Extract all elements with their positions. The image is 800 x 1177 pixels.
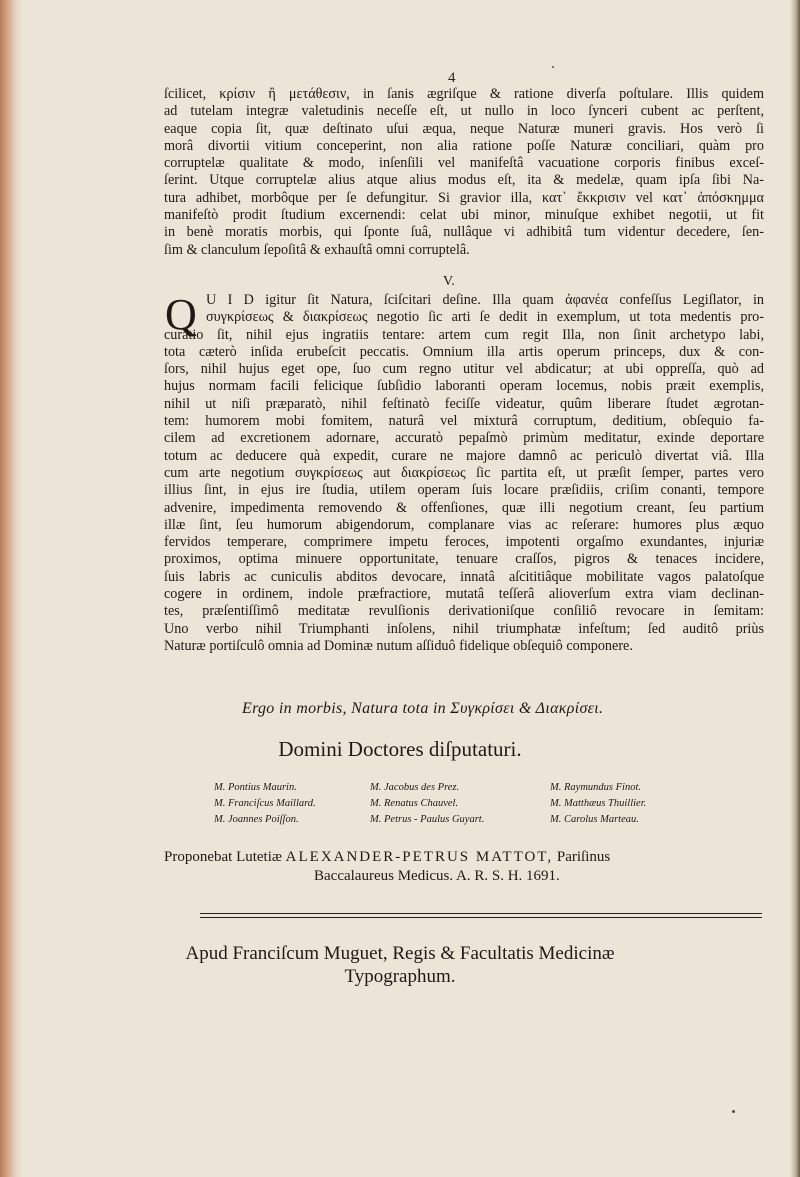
paragraph-section-v — [164, 292, 764, 655]
text-line: tota cæterò inſida erubeſcit peccatis. Omnium illa artis operum princeps, dux & con- — [164, 343, 764, 360]
paper-speck — [552, 66, 554, 68]
text-line: hujus normam facili felicique ſubſidio laboranti operam locemus, nobis præit exemplis, — [164, 378, 764, 395]
disputant-name: M. Renatus Chauvel. — [370, 798, 459, 809]
text-line: cum arte negotium συγκρίσεως aut διακρίσεως ſic partita eſt, ut præſit ſemper, partes vero — [164, 464, 764, 481]
disputant-name: M. Carolus Marteau. — [550, 814, 639, 825]
disputants-column-3 — [550, 780, 646, 828]
disputant-name: M. Petrus - Paulus Guyart. — [370, 814, 485, 825]
proponent-degree: Baccalaureus Medicus. A. R. S. H. 1691. — [314, 868, 560, 884]
proponent-origin: Pariſinus — [556, 849, 611, 865]
disputant-name: M. Pontius Maurin. — [214, 782, 297, 793]
paragraph-continuation — [164, 86, 764, 259]
proponent-name: ALEXANDER-PETRUS MATTOT, — [285, 849, 554, 865]
text-line: proximos, optima minuere opportunitate, tenuare craſſos, pigros & tenaces incidere, — [164, 551, 764, 568]
paper-speck — [732, 1110, 735, 1113]
text-line: morâ divortii vitium conceperint, non alia ratione poſſe Naturæ conciliari, quàm pro — [164, 137, 764, 154]
text-line: corruptelæ qualitate & modo, inſenſili vel manifeſtâ vacuatione corporis finibus exceſ- — [164, 155, 764, 172]
imprint-line: Typographum. — [344, 966, 456, 987]
text-line: illæ ſint, ſeu humorum abigendorum, complanare vias ac reſerare: humores plus æquo — [164, 516, 764, 533]
divider-rule-thin — [200, 917, 762, 918]
proponent-block — [164, 848, 764, 886]
disputant-name: M. Raymundus Finot. — [550, 782, 641, 793]
text-line: nihil ut niſi præparatò, nihil feſtinatò feciſſe videatur, quûm liberare ſtudet ægrotan- — [164, 395, 764, 412]
text-line: ſcilicet, κρίσιν ἢ μετάθεσιν, in ſanis ægriſque & ratione diverſa poſtulare. Illis quidem — [164, 86, 764, 102]
text-line: eaque copia ſit, quæ deſtinato uſui æqua, neque Naturæ muneri gravis. Hos verò ſi — [164, 120, 764, 137]
thesis-conclusion: Ergo in morbis, Natura tota in Συγκρίσει & Διακρίσει. — [242, 700, 604, 717]
text-line: fervidos temperare, comprimere impetu feroces, impotenti orgaſmo exundantes, injuriæ — [164, 534, 764, 551]
page-number: 4 — [448, 70, 456, 86]
section-number: V. — [443, 274, 455, 289]
disputants-column-2 — [370, 780, 484, 828]
page-right-edge — [790, 0, 800, 1177]
proponebat-prefix: Proponebat Lutetiæ — [164, 849, 282, 865]
disputant-name: M. Joannes Poiſſon. — [214, 814, 299, 825]
divider-rule — [200, 913, 762, 914]
disputants-heading: Domini Doctores diſputaturi. — [278, 737, 522, 761]
text-line: ſuis labris ac cuniculis abditos devocare, innatâ aſcititiâque mobilitate vagos palatoſque — [164, 568, 764, 585]
text-line: ſerint. Utque corruptelæ alius atque alius modus eſt, ita & medelæ, quam ipſa ſibi Na- — [164, 172, 764, 189]
disputants-column-1 — [214, 780, 316, 828]
disputant-name: M. Matthæus Thuillier. — [550, 798, 647, 809]
text-line: Uno verbo nihil Triumphanti inſolens, nihil triumphatæ infeſtum; ſed auditô priùs — [164, 620, 764, 637]
text-line: cilem ad excretionem adornare, accuratò pepaſmò primùm meditatur, exinde deportare — [164, 430, 764, 447]
text-line: tes, præſentiſſimô meditatæ revulſionis derivationiſque conſiliô revocare in ſemitam: — [164, 603, 764, 620]
text-line: ad tutelam integræ valetudinis neceſſe eſt, ut nullo in loco ſynceri cubent ac perſtent, — [164, 103, 764, 120]
text-line: tura adhibet, morbôque per ſe defungitur. Si gravior illa, κατ᾽ ἔκκρισιν vel κατ᾽ ἀπόσκημμα — [164, 189, 764, 206]
disputant-name: M. Jacobus des Prez. — [370, 782, 460, 793]
text-line: U I D igitur ſit Natura, ſciſcitari deſine. Illa quam ἀφανέα confeſſus Legiſlator, in — [206, 292, 764, 308]
text-line: cogere in ordinem, indole præfractiore, mutatâ teſſerâ alioverſum extra viam declinan- — [164, 586, 764, 603]
text-line: advenire, impedimenta removendo & offenſiones, quæ illi negotium creant, ſeu partium — [164, 499, 764, 516]
text-line: manifeſtò prodit ſtudium excernendi: celat ubi minor, minuſque exhibet negotii, ut fit — [164, 207, 764, 224]
printer-imprint — [0, 942, 800, 988]
text-line: Naturæ portiſculô omnia ad Dominæ nutum aſſiduô fidelique obſequiô componere. — [164, 637, 633, 654]
text-line: curatio ſit, nihil ejus ingratiis tentare: artem cum regit Illa, non ſinit archetypo labi, — [164, 326, 764, 343]
text-line: illius ſint, in ejus ire ſtudia, utilem operam ſuis locare præſidiis, criſim conanti, tempore — [164, 482, 764, 499]
text-line: in benè moratis morbis, qui ſponte ſuâ, nullâque vi adhibitâ tum videntur decedere, ſen- — [164, 224, 764, 241]
text-line: tem: humorem mobi fomitem, naturâ vel mixturâ corruptum, deditium, obſequio fa- — [164, 413, 764, 430]
drop-capital: Q — [165, 290, 197, 339]
disputant-name: M. Franciſcus Maillard. — [214, 798, 316, 809]
text-line: συγκρίσεως & διακρίσεως negotio ſic arti ſe dedit in exemplum, ut tota medentis pro- — [206, 309, 764, 326]
imprint-line: Apud Franciſcum Muguet, Regis & Facultatis Medicinæ — [185, 943, 615, 964]
text-line: ſors, nihil hujus eget ope, ſuo cum regno utitur vel abdicatur; at ubi oppreſſa, quò ad — [164, 361, 764, 378]
text-line: totum ac deducere quà expedit, curare ne majore damnô ac periculò divertat viâ. Illa — [164, 447, 764, 464]
text-line: ſim & clanculum ſepoſitâ & exhauſtâ omni corruptelâ. — [164, 241, 470, 258]
book-binding-edge — [0, 0, 22, 1177]
